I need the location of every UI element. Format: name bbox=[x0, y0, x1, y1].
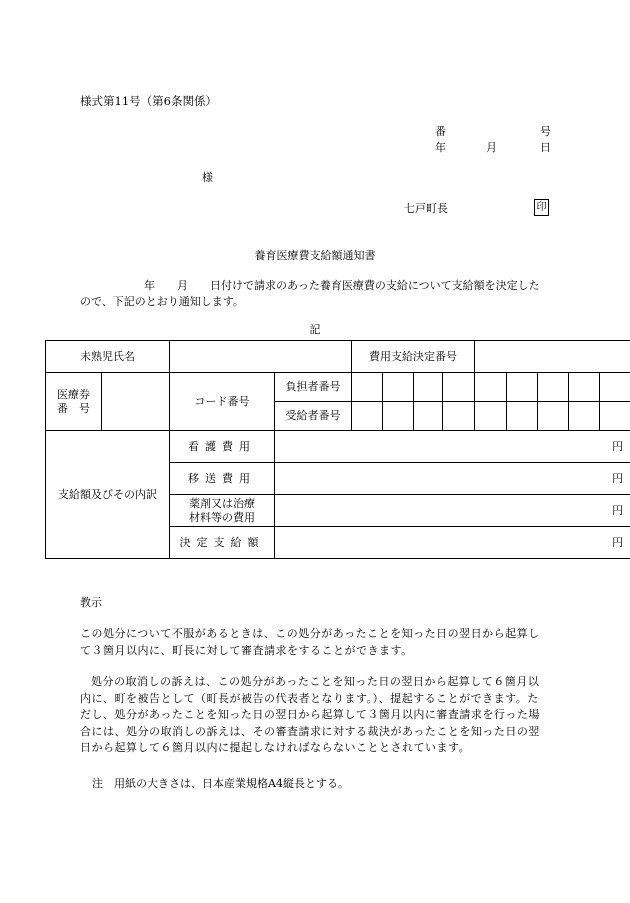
child-name-label: 未熟児氏名 bbox=[46, 341, 170, 373]
recipient-digit-cell[interactable] bbox=[352, 402, 414, 431]
number-label-go: 号 bbox=[540, 125, 551, 138]
payer-digit-cell[interactable] bbox=[600, 373, 630, 402]
code-number-label: コード番号 bbox=[170, 373, 275, 431]
issuer-name: 七戸町長 bbox=[404, 202, 448, 215]
payment-table bbox=[45, 340, 630, 559]
paper-size-note: 注 用紙の大きさは、日本産業規格A4縦長とする。 bbox=[92, 777, 349, 790]
payer-digit-cell[interactable] bbox=[352, 373, 414, 402]
addressee-honorific: 様 bbox=[202, 171, 213, 184]
body-line-2: ので、下記のとおり通知します。 bbox=[80, 295, 244, 308]
decided-amount-label: 決定支給額 bbox=[170, 527, 275, 559]
body-line-1 bbox=[144, 280, 540, 291]
seal-box: 印 bbox=[534, 199, 549, 216]
decision-number-label: 費用支給決定番号 bbox=[352, 341, 475, 373]
instruction-paragraph-2-text: 処分の取消しの訴えは、この処分があったことを知った日の翌日から起算して６箇月以内に、町を被告として（町長が被告の代表者となります。）、提起することができます。ただし、処分があったことを知った日の翌日から起算して３箇月以内に審査請求を行った場合には、処分の取消しの訴えは、その審査請求に対する裁決があったことを知った日の翌日から起算して６箇月以内に提起しなければならないこととされています。 bbox=[80, 675, 540, 754]
decision-number-cell[interactable] bbox=[475, 341, 630, 373]
payer-digit-cell[interactable] bbox=[569, 373, 600, 402]
instruction-paragraph-2 bbox=[80, 674, 550, 757]
payer-digit-cell[interactable] bbox=[443, 373, 475, 402]
recipient-digit-cell[interactable] bbox=[569, 402, 600, 431]
form-number: 様式第11号（第6条関係） bbox=[80, 94, 217, 108]
recipient-digit-cell[interactable] bbox=[414, 402, 443, 431]
document-title: 養育医療費支給額通知書 bbox=[254, 249, 376, 262]
transport-cost-label: 移送費用 bbox=[170, 463, 275, 495]
payer-digit-cell[interactable] bbox=[475, 373, 507, 402]
ticket-label-line2: 番 号 bbox=[57, 401, 90, 415]
breakdown-label: 支給額及びその内訳 bbox=[46, 431, 170, 559]
date-month-label: 月 bbox=[486, 141, 497, 154]
drug-label-line1: 薬剤又は治療 bbox=[189, 497, 255, 511]
recipient-digit-cell[interactable] bbox=[538, 402, 569, 431]
drug-label-line2: 材料等の費用 bbox=[189, 510, 255, 524]
date-year-label: 年 bbox=[435, 141, 446, 154]
payer-digit-cell[interactable] bbox=[507, 373, 538, 402]
nursing-cost-label: 看護費用 bbox=[170, 431, 275, 463]
ticket-label-line1: 医療券 bbox=[57, 388, 90, 402]
recipient-digit-cell[interactable] bbox=[507, 402, 538, 431]
payer-number-label: 負担者番号 bbox=[275, 373, 352, 402]
body-year: 年 bbox=[144, 279, 155, 292]
ki-heading: 記 bbox=[309, 323, 321, 336]
instruction-paragraph-1: この処分について不服があるときは、この処分があったことを知った日の翌日から起算して３箇月以内に、町長に対して審査請求をすることができます。 bbox=[80, 627, 540, 657]
drug-cost-amount[interactable]: 円 bbox=[275, 495, 630, 527]
ticket-number-cell[interactable] bbox=[102, 373, 170, 431]
recipient-digit-cell[interactable] bbox=[475, 402, 507, 431]
recipient-number-label: 受給者番号 bbox=[275, 402, 352, 431]
payer-digit-cell[interactable] bbox=[538, 373, 569, 402]
decided-amount-value[interactable]: 円 bbox=[275, 527, 630, 559]
recipient-digit-cell[interactable] bbox=[443, 402, 475, 431]
body-month: 月 bbox=[177, 279, 188, 292]
drug-cost-label bbox=[170, 495, 275, 527]
instruction-title: 教示 bbox=[80, 596, 102, 609]
date-day-label: 日 bbox=[540, 141, 551, 154]
transport-cost-amount[interactable]: 円 bbox=[275, 463, 630, 495]
payer-digit-cell[interactable] bbox=[414, 373, 443, 402]
body-line-1-rest: 日付けで請求のあった養育医療費の支給について支給額を決定した bbox=[210, 279, 540, 292]
child-name-cell[interactable] bbox=[170, 341, 352, 373]
recipient-digit-cell[interactable] bbox=[600, 402, 630, 431]
nursing-cost-amount[interactable]: 円 bbox=[275, 431, 630, 463]
ticket-number-label bbox=[46, 373, 102, 431]
number-label-ban: 番 bbox=[435, 125, 446, 138]
